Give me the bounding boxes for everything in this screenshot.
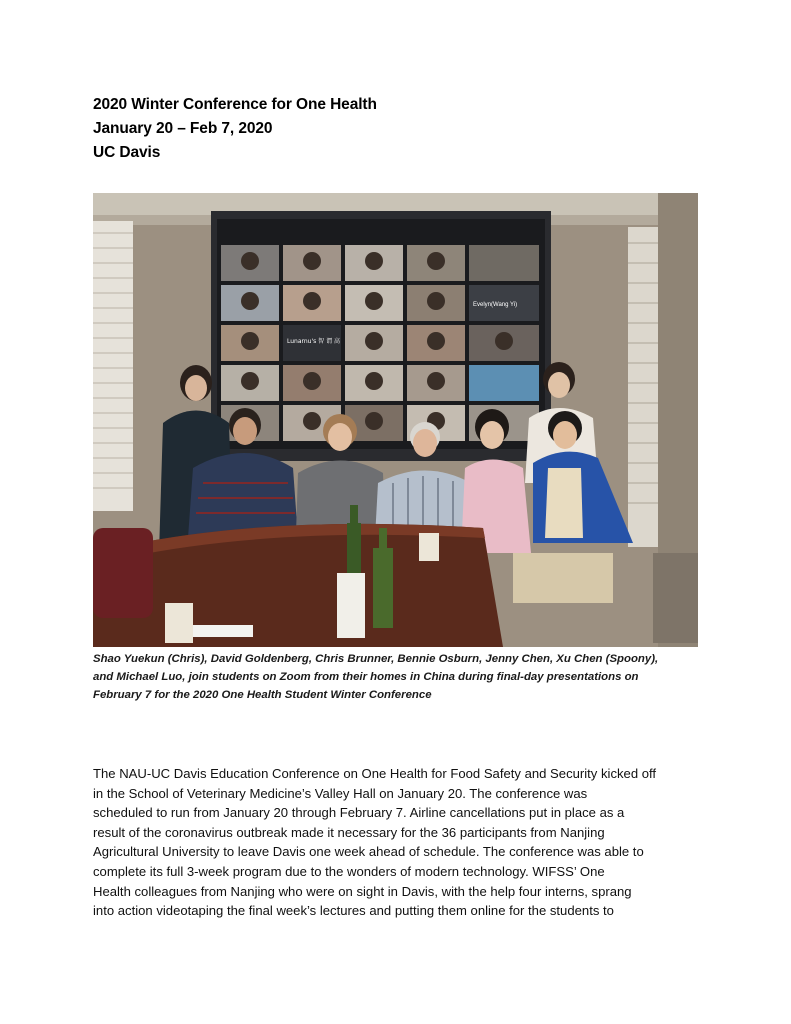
chair xyxy=(93,528,153,618)
body-paragraph xyxy=(93,764,703,921)
body-line: Agricultural University to leave Davis one week ahead of schedule. The conference was able to xyxy=(93,844,644,860)
paper-cup xyxy=(419,533,439,561)
body-line: result of the coronavirus outbreak made it necessary for the 36 participants from Nanjing xyxy=(93,824,605,840)
photo-caption xyxy=(93,650,703,704)
papers xyxy=(193,625,253,637)
left-window-blinds xyxy=(93,221,133,511)
body-line: The NAU-UC Davis Education Conference on One Health for Food Safety and Security kicked off xyxy=(93,766,657,781)
paper-cup xyxy=(165,603,193,643)
body-line: Health colleagues from Nanjing who were on sight in Davis, with the help four interns, sprang xyxy=(93,883,632,899)
body-line: scheduled to run from January 20 through February 7. Airline cancellations put in place as a xyxy=(93,805,625,821)
wine-bottle xyxy=(373,548,393,628)
conference-dates: January 20 – Feb 7, 2020 xyxy=(93,120,273,137)
body-line: complete its full 3-week program due to the wonders of modern technology. WIFSS’ One xyxy=(93,863,605,879)
right-window-blinds xyxy=(628,227,658,547)
body-line: into action videotaping the final week’s lectures and putting them online for the students to xyxy=(93,903,614,919)
zoom-name-label: Lunarnu's 智 谓 高 xyxy=(287,338,340,345)
zoom-name-label: Evelyn(Wang Yi) xyxy=(473,302,518,308)
body-line: in the School of Veterinary Medicine’s Valley Hall on January 20. The conference was xyxy=(93,785,588,801)
caption-line: and Michael Luo, join students on Zoom from their homes in China during final-day presentations on xyxy=(93,671,639,683)
document-heading xyxy=(93,93,377,165)
conference-location: UC Davis xyxy=(93,144,161,161)
caption-line: Shao Yuekun (Chris), David Goldenberg, Chris Brunner, Bennie Osburn, Jenny Chen, Xu Chen (Spoony), xyxy=(93,653,659,665)
chair xyxy=(653,553,698,643)
cup-stack xyxy=(337,573,365,638)
group-photo xyxy=(93,193,698,647)
conference-title: 2020 Winter Conference for One Health xyxy=(93,96,377,113)
caption-line: February 7 for the 2020 One Health Student Winter Conference xyxy=(93,689,432,701)
